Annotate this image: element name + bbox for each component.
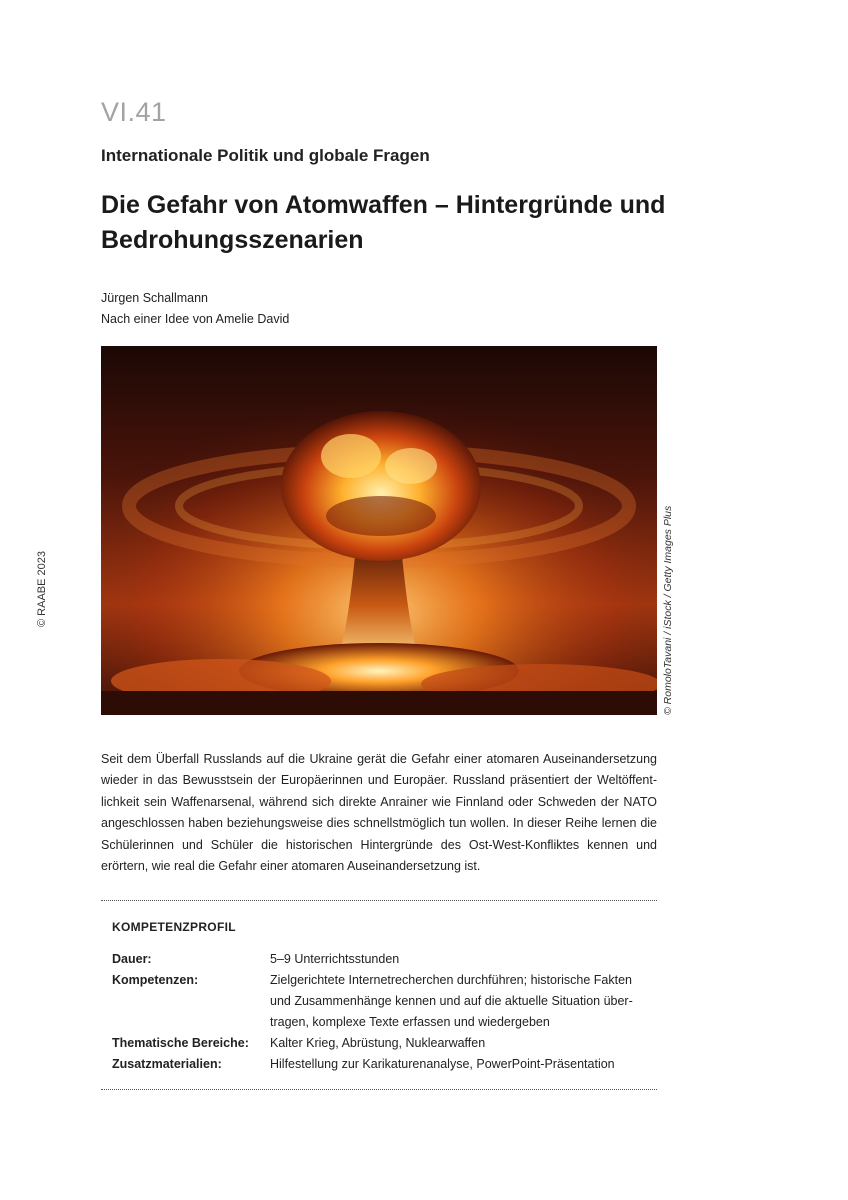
author-block [101, 288, 289, 330]
profile-label: Zusatzmaterialien: [112, 1057, 222, 1071]
idea-credit: Nach einer Idee von Amelie David [101, 312, 290, 326]
profile-value: Zielgerichtete Internetrecherchen durchführen; historische Fakten und Zusammenhänge kennen und auf die aktuelle Situation über-tragen, komplexe Texte erfassen und wiedergeben [270, 973, 633, 1030]
intro-paragraph: Seit dem Überfall Russlands auf die Ukraine gerät die Gefahr einer atomaren Auseinandersetzung wieder in das Bewusstsein der Europäerinnen und Europäer. Russland präsentiert der Weltöffent-lichkeit sein Waffenarsenal, während sich direkte Anrainer wie Finnland oder Schweden der NATO angeschlossen haben beziehungsweise dies schnellstmöglich tun wollen. In dieser Reihe lernen die Schülerinnen und Schüler die historischen Hintergründe des Ost-West-Konfliktes kennen und erörtern, wie real die Gefahr einer atomaren Auseinandersetzung ist. [101, 752, 657, 874]
dotted-divider-bottom [101, 1089, 657, 1090]
explosion-illustration [101, 346, 657, 715]
title-line-2: Bedrohungsszenarien [101, 226, 364, 254]
profile-label: Dauer: [112, 952, 152, 966]
page-title [101, 188, 701, 258]
competence-profile-heading: KOMPETENZPROFIL [112, 920, 236, 934]
photo-credit-text: © RomoloTavani / iStock / Getty Images Plus [662, 505, 674, 715]
category-heading: Internationale Politik und globale Fragen [101, 146, 430, 165]
profile-label: Kompetenzen: [112, 973, 199, 987]
copyright-text: © RAABE 2023 [36, 551, 48, 627]
unit-code: VI.41 [101, 97, 167, 127]
mushroom-cloud-photo [101, 346, 657, 715]
profile-value: 5–9 Unterrichtsstunden [270, 952, 400, 966]
profile-label: Thematische Bereiche: [112, 1036, 249, 1050]
profile-value: Kalter Krieg, Abrüstung, Nuklearwaffen [270, 1036, 486, 1050]
dotted-divider-top [101, 900, 657, 901]
author-name: Jürgen Schallmann [101, 291, 209, 305]
profile-value: Hilfestellung zur Karikaturenanalyse, PowerPoint-Präsentation [270, 1057, 615, 1071]
title-line-1: Die Gefahr von Atomwaffen – Hintergründe und [101, 191, 666, 219]
